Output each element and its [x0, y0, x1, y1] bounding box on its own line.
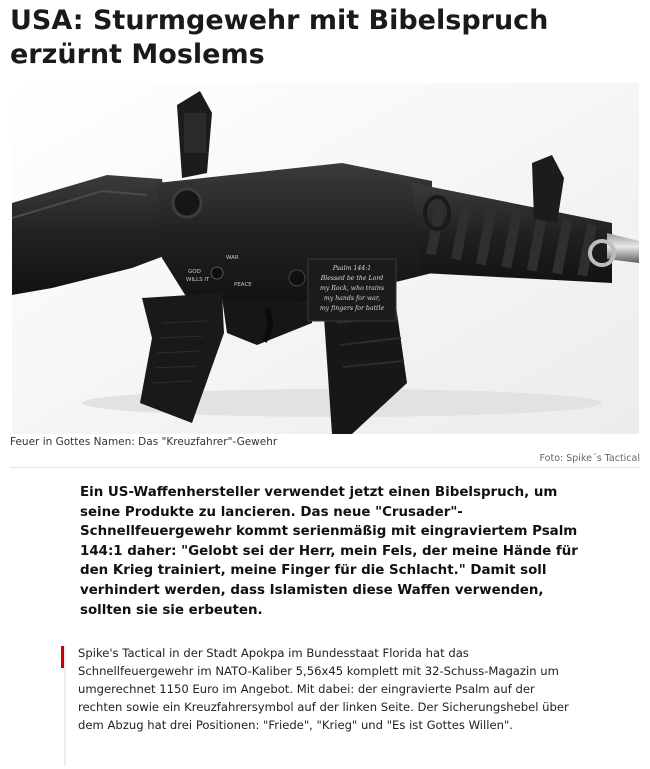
selector-mark: WAR [226, 255, 239, 261]
photo-credit: Foto: Spike´s Tactical [539, 453, 640, 464]
rear-sight-aperture [184, 113, 206, 153]
caption-divider [10, 467, 640, 468]
selector-mark: GOD [188, 269, 201, 275]
article-headline: USA: Sturmgewehr mit Bibelspruch erzürnt Moslems [10, 5, 549, 70]
article-lead: Ein US-Waffenhersteller verwendet jetzt einen Bibelspruch, um seine Produkte zu lancieren. Das neue "Crusader"-Schnellfeuergewehr kommt serienmäßig mit eingraviertem Psalm 144:1 daher: "Gelobt sei der Herr, mein Fels, der meine Hände für den Krieg trainiert, meine Finger für die Schlacht." Damit soll verhindert werden, dass Islamisten diese Waffen verwenden, sollten sie sie erbeuten. [80, 485, 578, 618]
engraving-line: Psalm 144:1 [332, 265, 372, 272]
safety-selector [211, 267, 223, 279]
selector-mark: WILLS IT [186, 277, 210, 283]
engraving-line: Blessed be the Lord [320, 275, 384, 282]
selector-mark: PEACE [234, 282, 252, 288]
mag-release [289, 270, 305, 286]
body-rail [64, 646, 66, 766]
article-body: Spike's Tactical in der Stadt Apokpa im Bundesstaat Florida hat das Schnellfeuergewehr im NATO-Kaliber 5,56x45 komplett mit 32-Schuss-Magazin um umgerechnet 1150 Euro im Angebot. Mit dabei: der eingravierte Psalm auf der rechten sowie ein Kreuzfahrersymbol auf der linken Seite. Der Sicherungshebel über dem Abzug hat drei Positionen: "Friede", "Krieg" und "Es ist Gottes Willen". [78, 646, 569, 732]
rifle-illustration [12, 83, 639, 434]
engraving-line: my Rock, who trains [319, 285, 385, 292]
engraving-line: my fingers for battle [319, 305, 385, 312]
forward-assist [173, 189, 201, 217]
article-photo[interactable] [12, 83, 639, 434]
engraving-line: my hands for war, [323, 295, 381, 302]
photo-caption: Feuer in Gottes Namen: Das "Kreuzfahrer"-Gewehr [10, 436, 278, 448]
accent-bar [61, 646, 64, 668]
